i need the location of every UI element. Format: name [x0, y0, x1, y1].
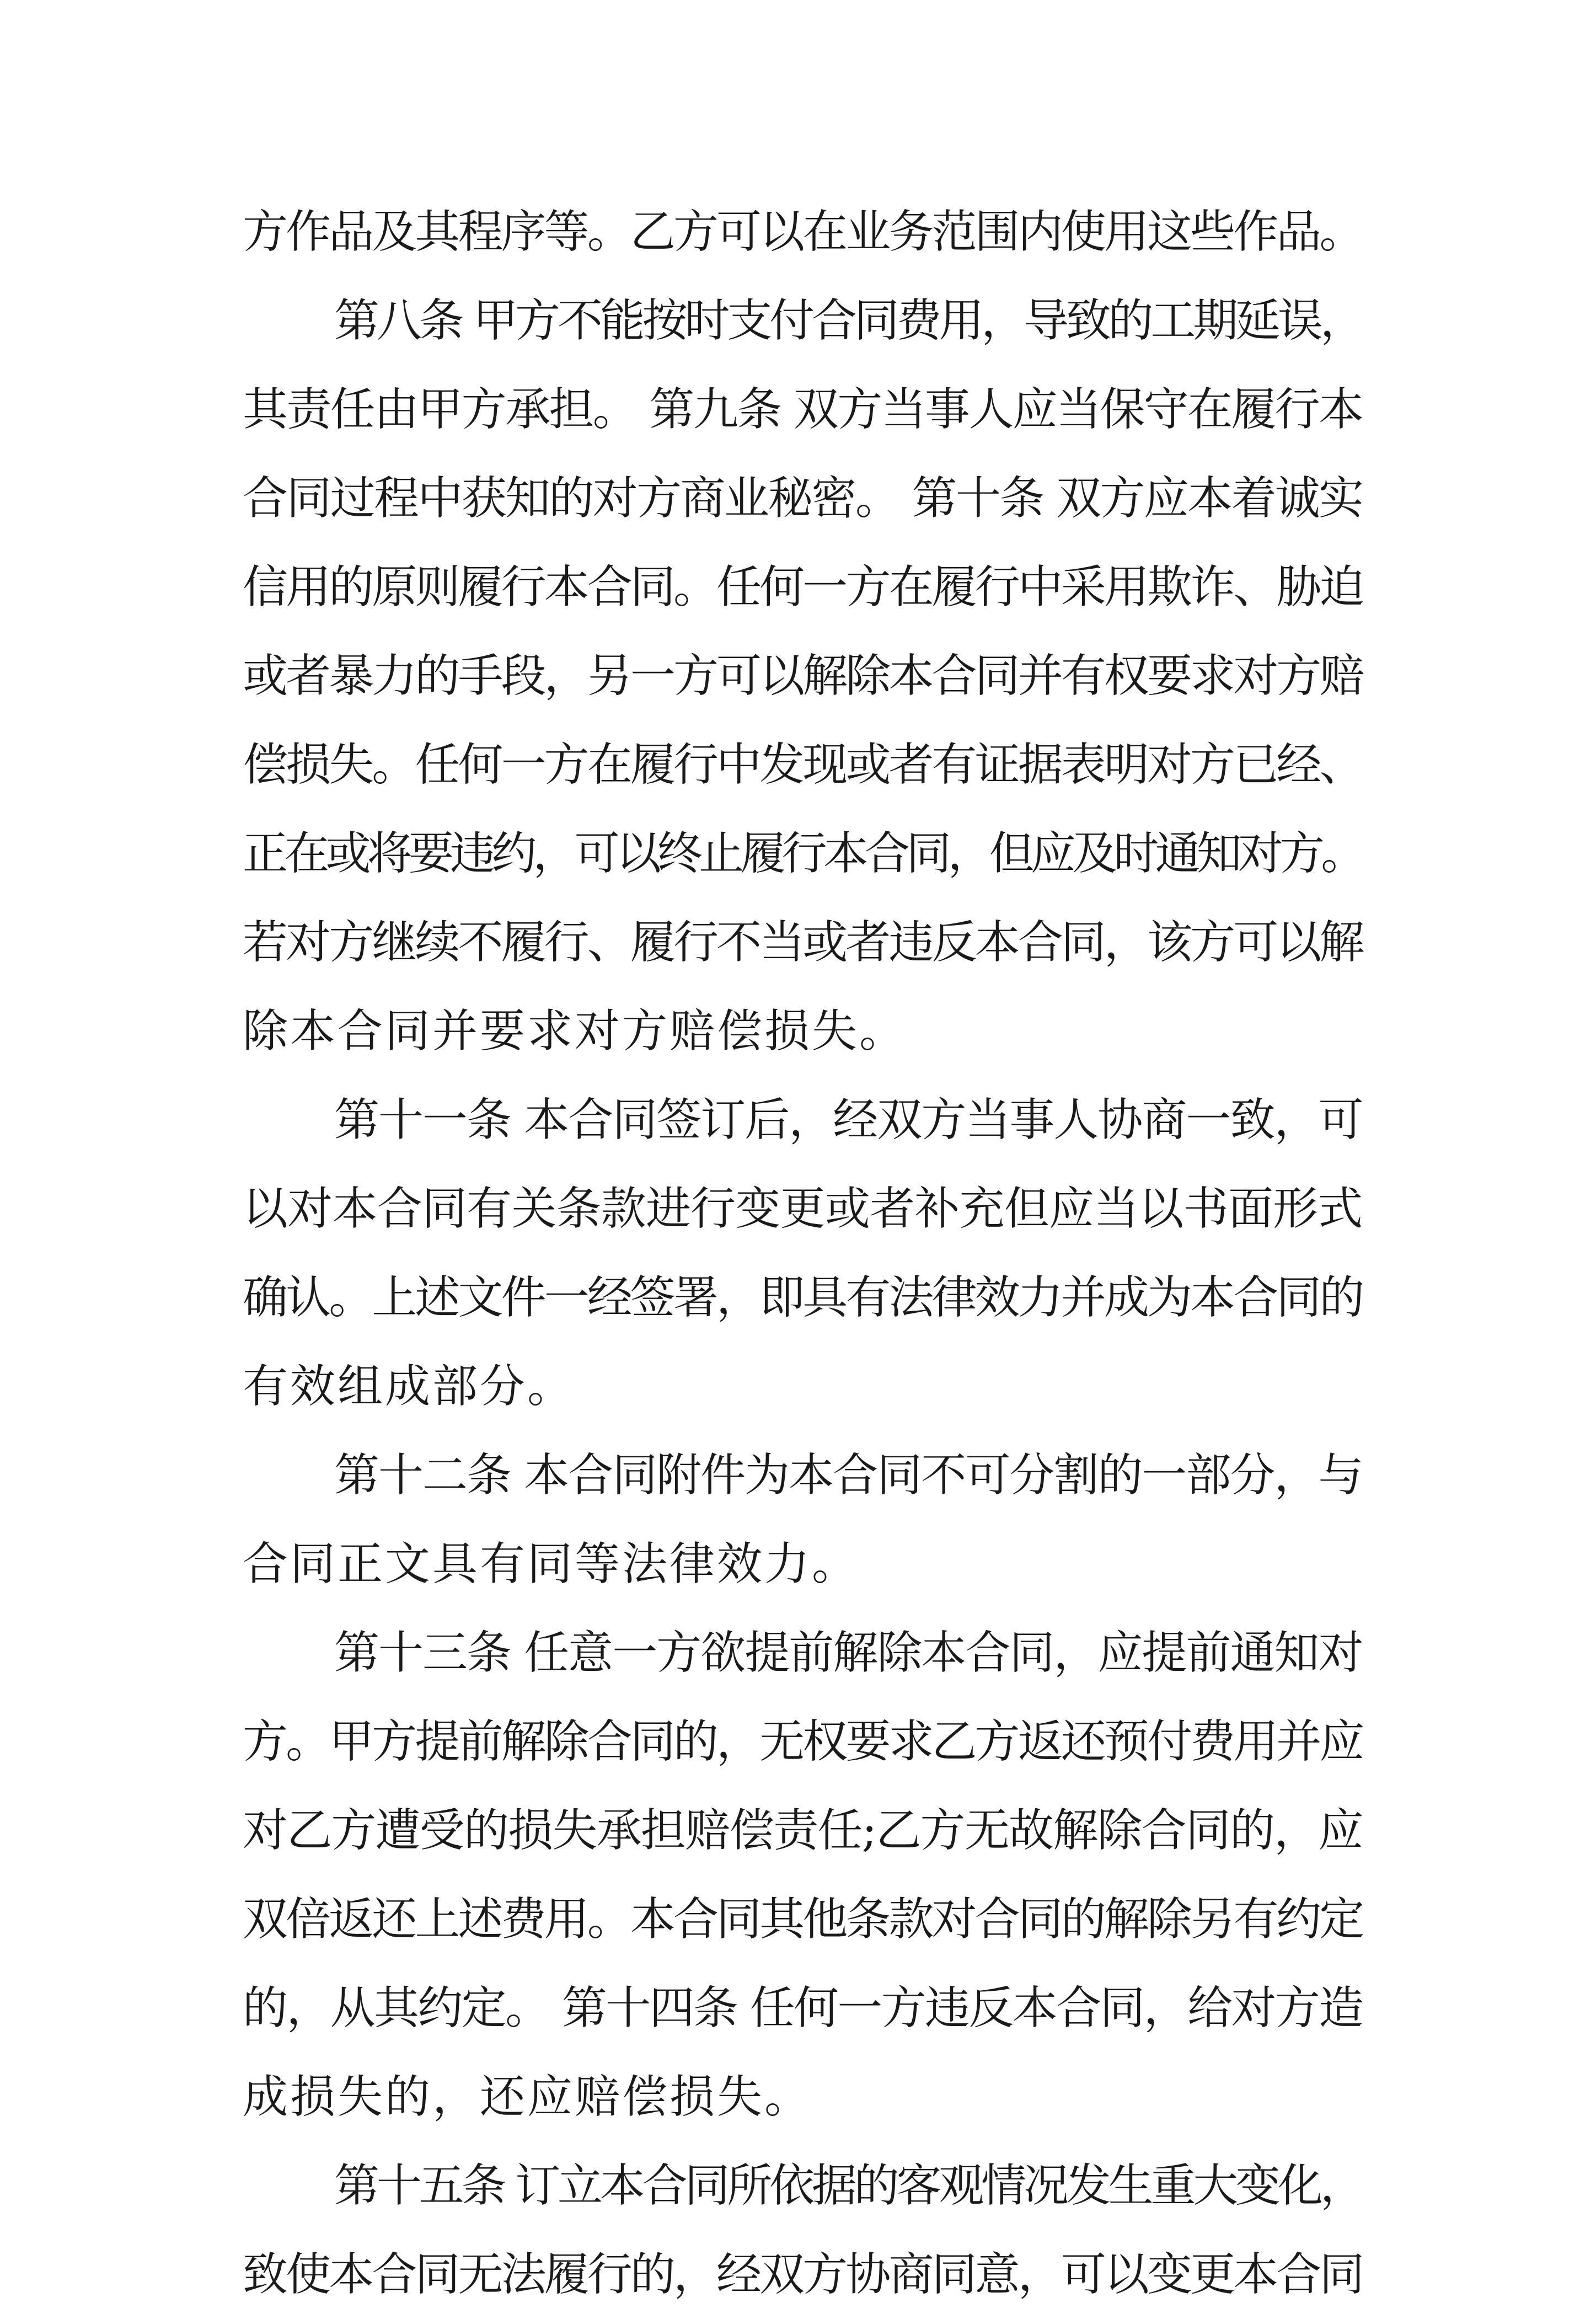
text-line: 信用的原则履行本合同。任何一方在履行中采用欺诈、胁迫 — [243, 561, 1362, 613]
contract-body-text — [243, 188, 1362, 2319]
text-line: 偿损失。任何一方在履行中发现或者有证据表明对方已经、 — [243, 739, 1362, 791]
text-line: 除本合同并要求对方赔偿损失。 — [243, 1005, 907, 1057]
text-line: 第十二条 本合同附件为本合同不可分割的一部分，与 — [334, 1449, 1362, 1502]
text-line: 的，从其约定。 第十四条 任何一方违反本合同，给对方造 — [243, 1982, 1362, 2034]
text-line: 有效组成部分。 — [243, 1360, 575, 1413]
text-line: 第八条 甲方不能按时支付合同费用，导致的工期延误， — [334, 295, 1362, 347]
text-line: 若对方继续不履行、履行不当或者违反本合同，该方可以解 — [243, 916, 1362, 969]
text-line: 成损失的，还应赔偿损失。 — [243, 2071, 812, 2123]
text-line: 其责任由甲方承担。 第九条 双方当事人应当保守在履行本 — [243, 383, 1362, 436]
text-line: 合同正文具有同等法律效力。 — [243, 1538, 860, 1590]
text-line: 或者暴力的手段，另一方可以解除本合同并有权要求对方赔 — [243, 650, 1362, 702]
text-line: 第十一条 本合同签订后，经双方当事人协商一致，可 — [334, 1094, 1362, 1146]
text-line: 以对本合同有关条款进行变更或者补充但应当以书面形式 — [243, 1183, 1362, 1235]
text-line: 方作品及其程序等。乙方可以在业务范围内使用这些作品。 — [243, 206, 1362, 258]
text-line: 双倍返还上述费用。本合同其他条款对合同的解除另有约定 — [243, 1893, 1362, 1946]
text-line: 对乙方遭受的损失承担赔偿责任;乙方无故解除合同的，应 — [243, 1804, 1362, 1857]
text-line: 第十三条 任意一方欲提前解除本合同，应提前通知对 — [334, 1627, 1362, 1679]
text-line: 合同过程中获知的对方商业秘密。 第十条 双方应本着诚实 — [243, 472, 1362, 525]
text-line: 正在或将要违约，可以终止履行本合同，但应及时通知对方。 — [243, 827, 1362, 880]
text-line: 致使本合同无法履行的，经双方协商同意，可以变更本合同 — [243, 2248, 1362, 2301]
text-line: 第十五条 订立本合同所依据的客观情况发生重大变化， — [334, 2160, 1362, 2212]
text-line: 确认。上述文件一经签署，即具有法律效力并成为本合同的 — [243, 1271, 1362, 1324]
text-line: 方。甲方提前解除合同的，无权要求乙方返还预付费用并应 — [243, 1716, 1362, 1768]
